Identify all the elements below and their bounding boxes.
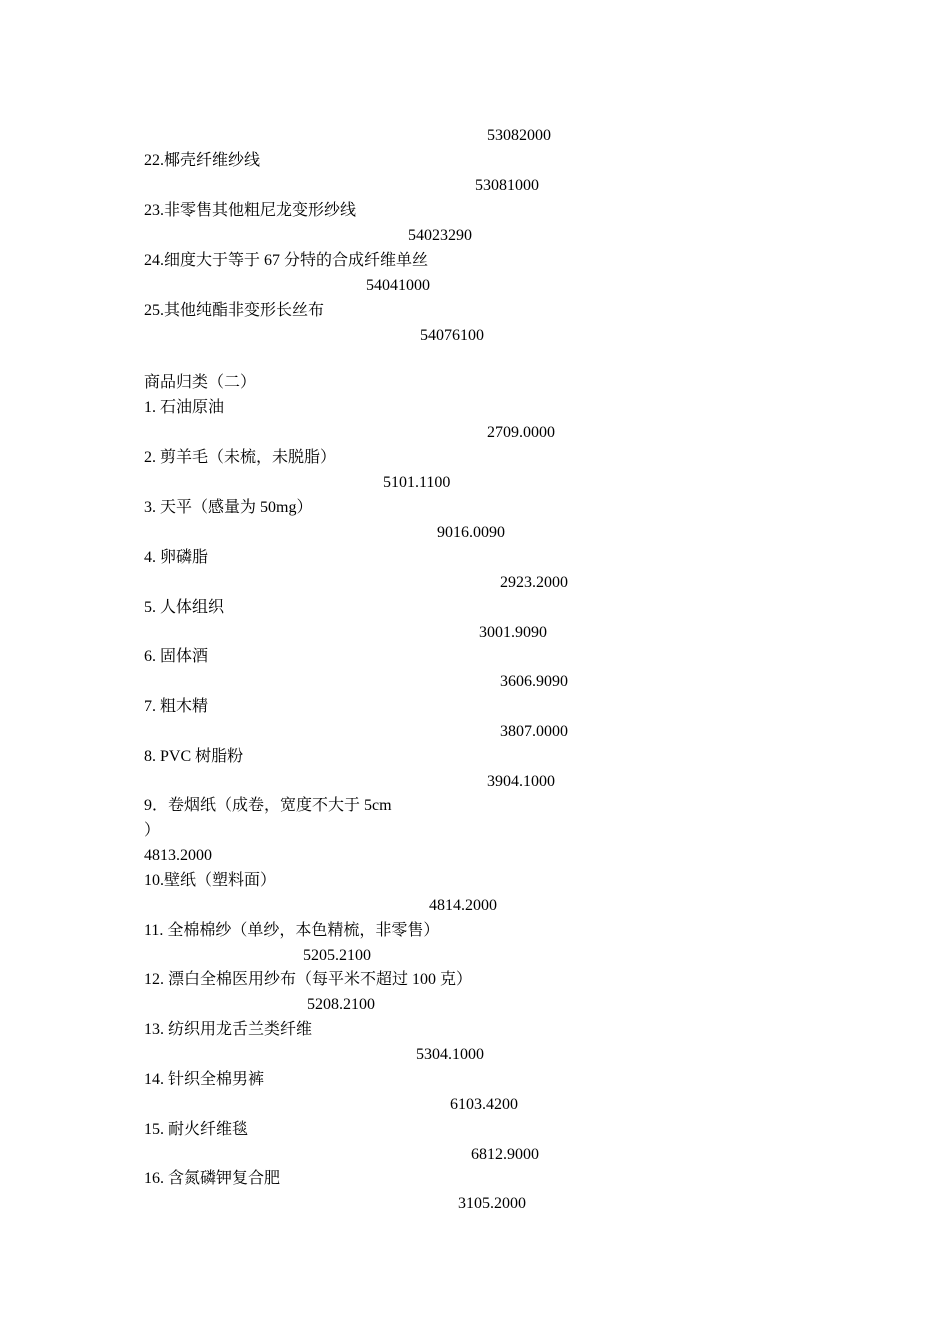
section-heading: 商品归类（二） [144,374,257,391]
hs-code: 54076100 [420,327,484,344]
item-label: 5. 人体组织 [144,599,225,616]
hs-code: 2923.2000 [500,574,568,591]
item-label: 9．卷烟纸（成卷，宽度不大于 5cm [144,797,392,814]
item-label: 8. PVC 树脂粉 [144,748,244,765]
item-label-continuation: ） [144,822,161,839]
item-label: 3. 天平（感量为 50mg） [144,499,313,516]
hs-code: 54041000 [366,277,430,294]
hs-code: 4813.2000 [144,847,212,864]
item-label: 25.其他纯酯非变形长丝布 [144,302,325,319]
item-label: 4. 卵磷脂 [144,549,209,566]
hs-code: 5208.2100 [307,996,375,1013]
item-label: 11. 全棉棉纱（单纱，本色精梳，非零售） [144,922,440,939]
item-label: 16. 含氮磷钾复合肥 [144,1170,281,1187]
hs-code: 3001.9090 [479,624,547,641]
hs-code: 3904.1000 [487,773,555,790]
hs-code: 5101.1100 [383,474,451,491]
hs-code: 53081000 [475,177,539,194]
hs-code: 9016.0090 [437,524,505,541]
item-label: 15. 耐火纤维毯 [144,1121,249,1138]
hs-code: 4814.2000 [429,897,497,914]
item-label: 22.椰壳纤维纱线 [144,152,261,169]
item-label: 7. 粗木精 [144,698,209,715]
hs-code: 54023290 [408,227,472,244]
hs-code: 6812.9000 [471,1146,539,1163]
hs-code: 5304.1000 [416,1046,484,1063]
hs-code: 3807.0000 [500,723,568,740]
item-label: 1. 石油原油 [144,399,225,416]
hs-code: 2709.0000 [487,424,555,441]
item-label: 23.非零售其他粗尼龙变形纱线 [144,202,357,219]
hs-code: 3105.2000 [458,1195,526,1212]
hs-code: 6103.4200 [450,1096,518,1113]
item-label: 10.壁纸（塑料面） [144,872,277,889]
item-label: 6. 固体酒 [144,648,209,665]
item-label: 12. 漂白全棉医用纱布（每平米不超过 100 克） [144,971,473,988]
item-label: 13. 纺织用龙舌兰类纤维 [144,1021,313,1038]
item-label: 2. 剪羊毛（未梳，未脱脂） [144,449,337,466]
hs-code: 5205.2100 [303,947,371,964]
hs-code: 3606.9090 [500,673,568,690]
item-label: 24.细度大于等于 67 分特的合成纤维单丝 [144,252,429,269]
hs-code: 53082000 [487,127,551,144]
item-label: 14. 针织全棉男裤 [144,1071,265,1088]
